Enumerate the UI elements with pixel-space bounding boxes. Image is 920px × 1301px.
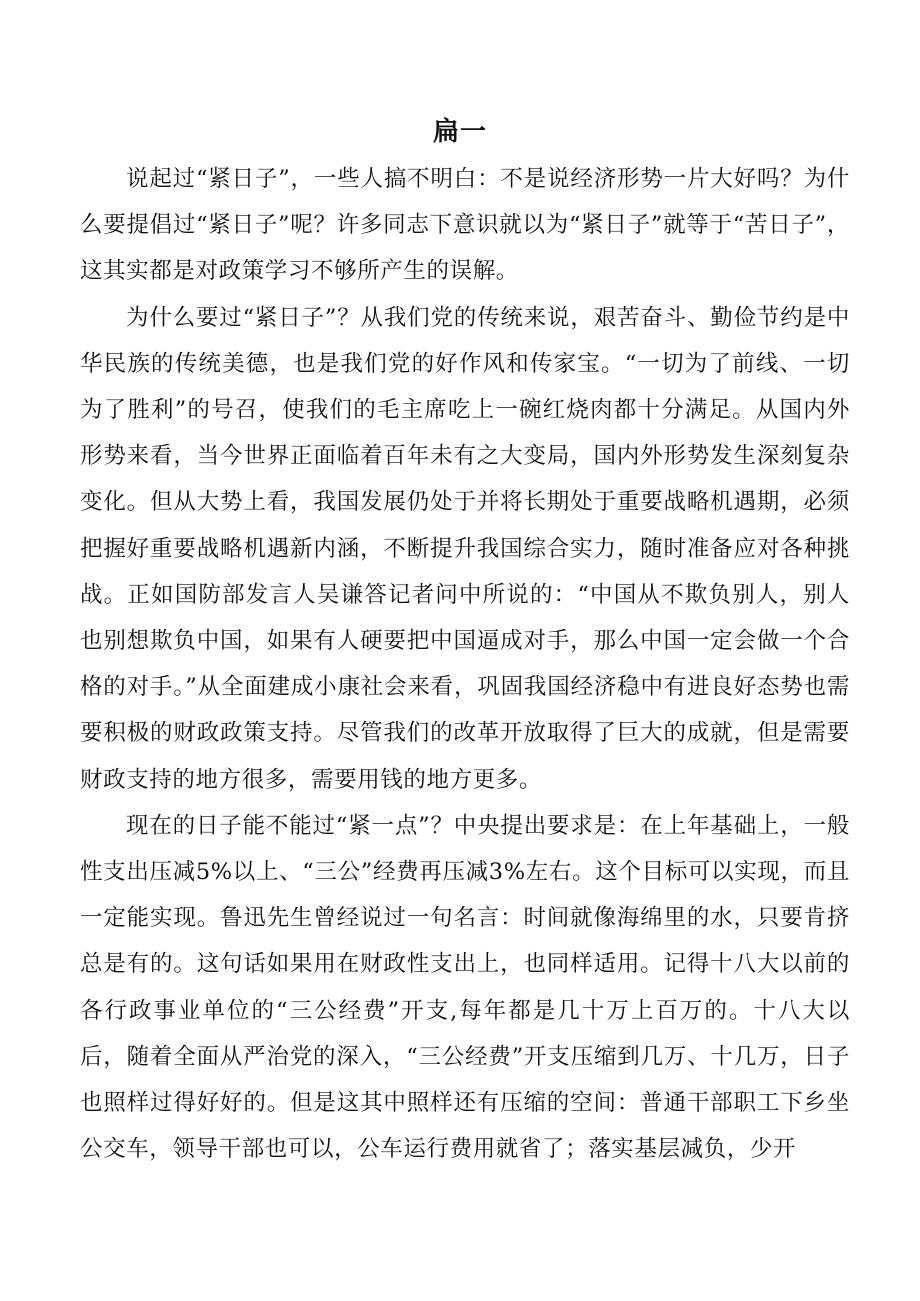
document-title: 扁一 [432, 117, 487, 147]
paragraph-1: 说起过“紧日子”，一些人搞不明白：不是说经济形势一片大好吗？为什么要提倡过“紧日子”呢？许多同志下意识就以为“紧日子”就等于“苦日子”，这其实都是对政策学习不够所产生的误解。 [80, 166, 850, 285]
paragraph-3: 现在的日子能不能过“紧一点”？中央提出要求是：在上年基础上，一般性支出压减5%以上、“三公”经费再压减3%左右。这个目标可以实现，而且一定能实现。鲁迅先生曾经说过一句名言：时间就像海绵里的水，只要肯挤总是有的。这句话如果用在财政性支出上，也同样适用。记得十八大以前的各行政事业单位的“三公经费”开支,每年都是几十万上百万的。十八大以后，随着全面从严治党的深入，“三公经费”开支压缩到几万、十几万，日子也照样过得好好的。但是这其中照样还有压缩的空间：普通干部职工下乡坐公交车，领导干部也可以，公车运行费用就省了；落实基层减负，少开 [80, 812, 850, 1163]
paragraph-2: 为什么要过“紧日子”？从我们党的传统来说，艰苦奋斗、勤俭节约是中华民族的传统美德，也是我们党的好作风和传家宝。“一切为了前线、一切为了胜利”的号召，使我们的毛主席吃上一碗红烧肉都十分满足。从国内外形势来看，当今世界正面临着百年未有之大变局，国内外形势发生深刻复杂变化。但从大势上看，我国发展仍处于并将长期处于重要战略机遇期，必须把握好重要战略机遇新内涵，不断提升我国综合实力，随时准备应对各种挑战。正如国防部发言人吴谦答记者问中所说的：“中国从不欺负别人，别人也别想欺负中国，如果有人硬要把中国逼成对手，那么中国一定会做一个合格的对手。”从全面建成小康社会来看，巩固我国经济稳中有进良好态势也需要积极的财政政策支持。尽管我们的改革开放取得了巨大的成就，但是需要财政支持的地方很多，需要用钱的地方更多。 [80, 304, 850, 793]
document-body [80, 156, 850, 1172]
